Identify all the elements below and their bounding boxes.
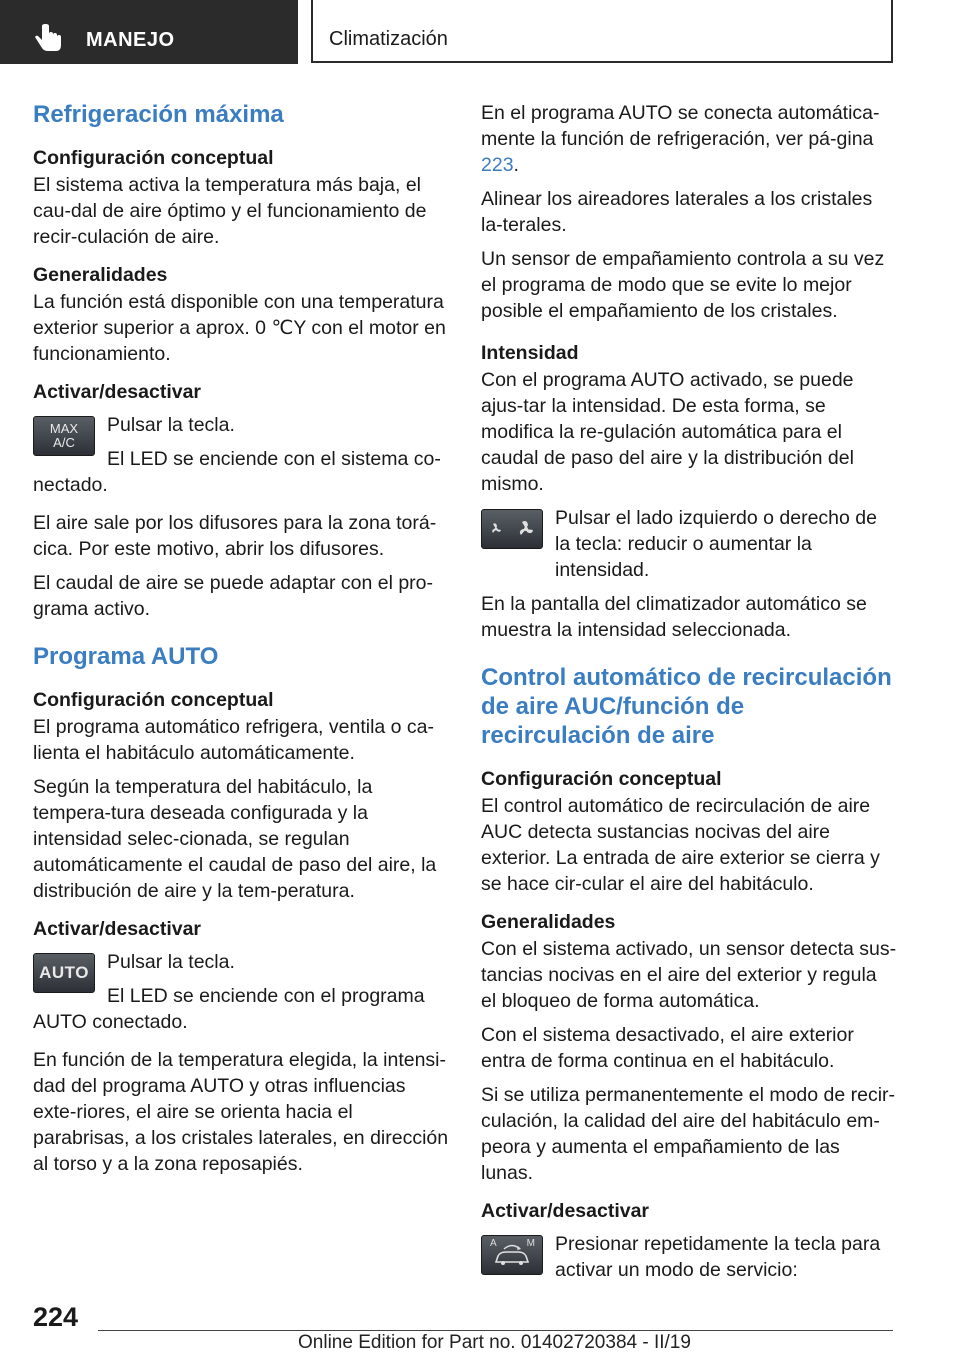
max-ac-instruction [33, 412, 449, 498]
paragraph: El control automático de recirculación de aire AUC detecta sustancias nocivas del aire exterior. La entrada de aire exterior se cierra y se hace cir-cular el aire del habitáculo. [481, 795, 880, 895]
chapter-title: Climatización [329, 28, 448, 50]
right-column [481, 100, 897, 1299]
paragraph: Con el programa AUTO activado, se puede ajus-tar la intensidad. De esta forma, se modifica la re-gulación automática para el caudal de paso del aire y la distribución del mismo. [481, 369, 854, 495]
auc-toggle-section [481, 1198, 897, 1287]
paragraph: Un sensor de empañamiento controla a su vez el programa de modo que se evite lo mejor posible el empañamiento de los cristales. [481, 248, 885, 322]
paragraph: Pulsar la tecla. [107, 414, 235, 436]
paragraph: El aire sale por los difusores para la zona torá-cica. Por este motivo, abrir los difusores. [33, 512, 437, 560]
paragraph-auto-ac: En el programa AUTO se conecta automática-mente la función de refrigeración, ver pá-gina 223. [481, 102, 880, 176]
paragraph: nectado. [33, 474, 108, 496]
max-ac-key-icon: MAX A/C [33, 416, 95, 456]
subheading: Intensidad [481, 342, 579, 364]
recirculation-key-icon: A M [481, 1235, 543, 1275]
page-number: 224 [33, 1302, 79, 1332]
paragraph: El programa automático refrigera, ventila o ca-lienta el habitáculo automáticamente. [33, 716, 435, 764]
auto-concept-section [33, 687, 449, 904]
paragraph: Con el sistema desactivado, el aire exterior entra de forma continua en el habitáculo. [481, 1024, 854, 1072]
auto-toggle-section [33, 916, 449, 1035]
subheading: Generalidades [33, 264, 168, 286]
paragraph: Pulsar la tecla. [107, 951, 235, 973]
paragraph: Con el sistema activado, un sensor detecta sus-tancias nocivas en el aire del exterior y regula el bloqueo de forma automática. [481, 938, 897, 1012]
paragraph: AUTO conectado. [33, 1011, 188, 1033]
heading-auc: Control automático de recirculación de aire AUC/función de recirculación de aire [481, 664, 892, 749]
max-general-section [33, 262, 449, 367]
paragraph: El LED se enciende con el programa [107, 985, 425, 1007]
max-toggle-section [33, 379, 449, 498]
auc-concept-section [481, 766, 897, 897]
auc-instruction [481, 1231, 897, 1287]
max-concept-section [33, 145, 449, 250]
edition-note: Online Edition for Part no. 01402720384 - II/19 [298, 1332, 691, 1353]
auto-instruction [33, 949, 449, 1035]
section-tab [0, 0, 298, 64]
auto-key-icon: AUTO [33, 953, 95, 993]
chapter-header [311, 0, 893, 63]
paragraph: Alinear los aireadores laterales a los cristales la-terales. [481, 188, 873, 236]
paragraph: Presionar repetidamente la tecla para activar un modo de servicio: [555, 1233, 881, 1281]
footer-divider [98, 1330, 893, 1331]
subheading: Configuración conceptual [33, 689, 274, 711]
subheading: Activar/desactivar [33, 381, 202, 403]
fan-intensity-key-icon [481, 509, 543, 549]
fan-icon [482, 510, 542, 548]
paragraph: En función de la temperatura elegida, la intensi-dad del programa AUTO y otras influencias exte-riores, el aire se orienta hacia el parabrisas, a los cristales laterales, en dirección al torso y a la zona reposapiés. [33, 1049, 449, 1175]
left-column [33, 100, 449, 1185]
hand-pointer-icon [34, 24, 64, 52]
paragraph: Pulsar el lado izquierdo o derecho de la tecla: reducir o aumentar la intensidad. [555, 507, 877, 581]
subheading: Configuración conceptual [33, 147, 274, 169]
subheading: Activar/desactivar [33, 918, 202, 940]
paragraph: Según la temperatura del habitáculo, la tempera-tura deseada configurada y la intensidad selec-cionada, se regulan automáticamente el caudal de paso del aire, la distribución de aire y la tem-peratura. [33, 776, 437, 902]
paragraph: En la pantalla del climatizador automático se muestra la intensidad seleccionada. [481, 593, 867, 641]
subheading: Generalidades [481, 911, 616, 933]
section-tab-label: MANEJO [86, 29, 175, 51]
subheading: Configuración conceptual [481, 768, 722, 790]
paragraph: El sistema activa la temperatura más baja, el cau-dal de aire óptimo y el funcionamiento de recir-culación de aire. [33, 174, 427, 248]
paragraph: La función está disponible con una temperatura exterior superior a aprox. 0 ℃Y con el motor en funcionamiento. [33, 291, 446, 365]
intensity-instruction [481, 505, 897, 583]
auc-general-section [481, 909, 897, 1186]
paragraph: El LED se enciende con el sistema co- [107, 448, 441, 470]
page-link[interactable]: 223 [481, 154, 514, 176]
intensity-section [481, 340, 897, 643]
paragraph: El caudal de aire se puede adaptar con el pro-grama activo. [33, 572, 434, 620]
subheading: Activar/desactivar [481, 1200, 650, 1222]
heading-max-cooling: Refrigeración máxima [33, 101, 284, 128]
paragraph: Si se utiliza permanentemente el modo de recir-culación, la calidad del aire del habitáculo em-peora y aumenta el empañamiento de las lunas. [481, 1084, 896, 1184]
heading-auto-program: Programa AUTO [33, 643, 219, 670]
